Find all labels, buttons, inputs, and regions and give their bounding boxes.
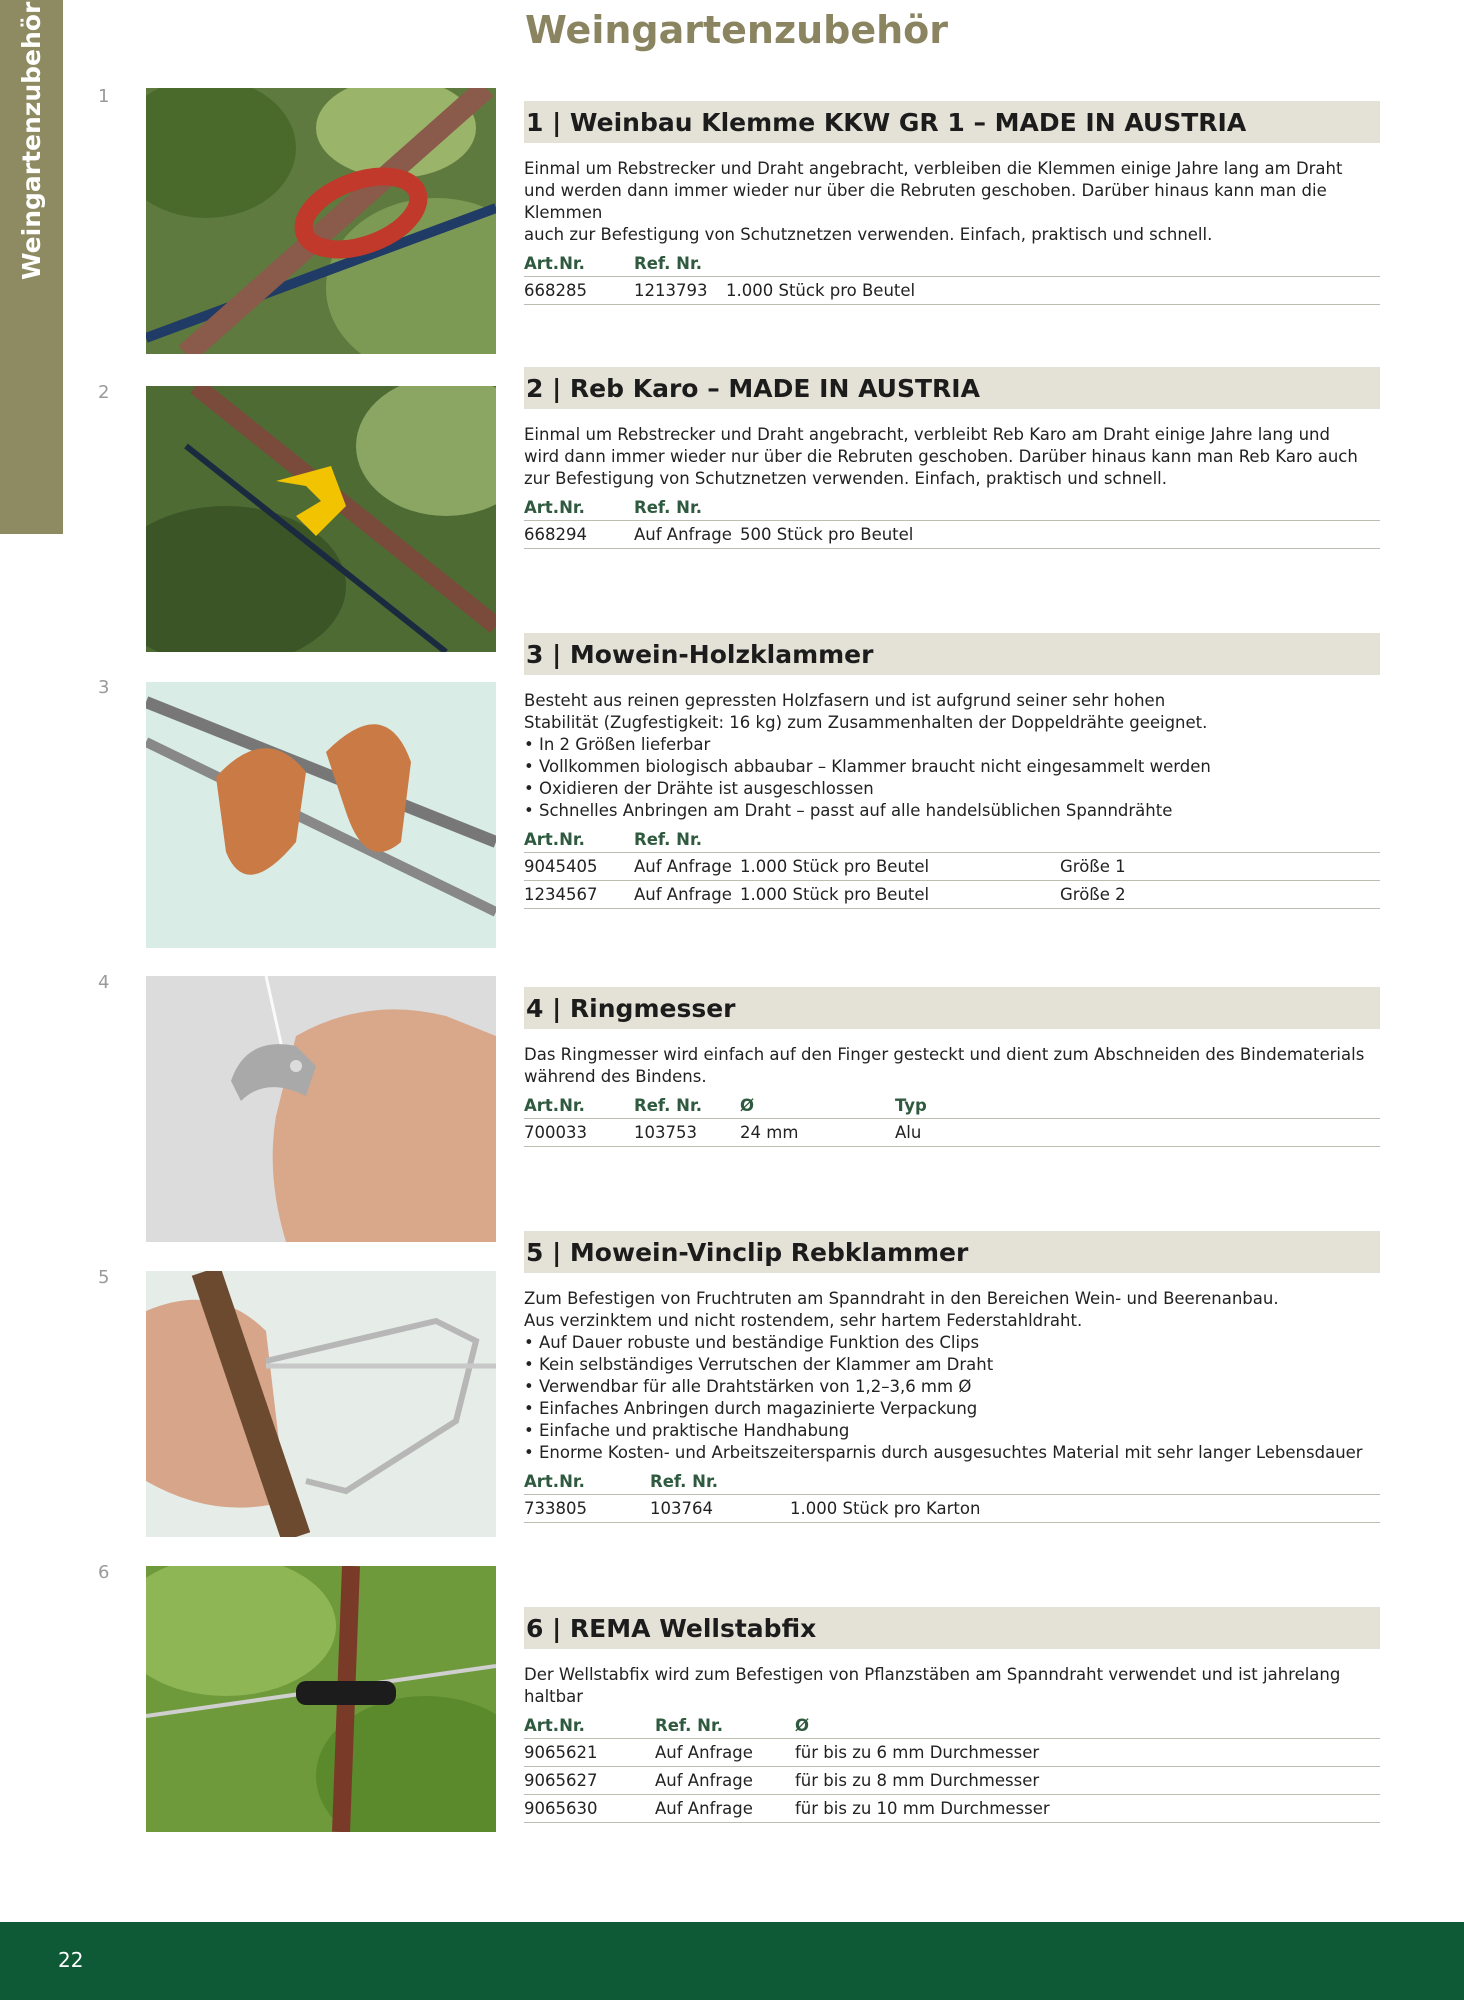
table-row (524, 1119, 1380, 1147)
table-row (524, 1739, 1380, 1767)
table-row (524, 853, 1380, 881)
product-title: 6 | REMA Wellstabfix (524, 1607, 1380, 1649)
product-photo-holzklammer (146, 682, 496, 948)
table-row (524, 1495, 1380, 1523)
description-line: zur Befestigung von Schutznetzen verwenden. Einfach, praktisch und schnell. (524, 469, 1167, 488)
page-title: Weingartenzubehör (525, 8, 949, 52)
product-reb-karo (524, 367, 1380, 549)
cell: 24 mm (740, 1119, 895, 1147)
cell: 1.000 Stück pro Karton (790, 1495, 1100, 1523)
cell: 1213793 (634, 277, 726, 305)
col-refnr-header: Ref. Nr. (634, 1094, 740, 1119)
cell: Auf Anfrage (655, 1795, 795, 1823)
cell: 700033 (524, 1119, 634, 1147)
col-refnr-header: Ref. Nr. (634, 828, 740, 853)
product-title: 3 | Mowein-Holzklammer (524, 633, 1380, 675)
cell (1220, 1795, 1380, 1823)
description-line: Das Ringmesser wird einfach auf den Finger gesteckt und dient zum Abschneiden des Bindematerials (524, 1045, 1365, 1064)
cell: Auf Anfrage (634, 853, 740, 881)
footer-bar (0, 1922, 1464, 2000)
cell (1060, 277, 1380, 305)
feature-item: • In 2 Größen lieferbar (524, 734, 1380, 756)
spec-table (524, 252, 1380, 305)
cell: 9065621 (524, 1739, 655, 1767)
product-description (524, 690, 1380, 822)
table-row (524, 881, 1380, 909)
col-diameter-header: Ø (795, 1714, 1220, 1739)
cell (1060, 521, 1380, 549)
cell: 9065630 (524, 1795, 655, 1823)
description-line: auch zur Befestigung von Schutznetzen verwenden. Einfach, praktisch und schnell. (524, 225, 1213, 244)
description-line: Einmal um Rebstrecker und Draht angebracht, verbleiben die Klemmen einige Jahre lang am Draht (524, 159, 1343, 178)
feature-item: • Einfache und praktische Handhabung (524, 1420, 1380, 1442)
col-refnr-header: Ref. Nr. (634, 496, 740, 521)
product-description (524, 1288, 1380, 1464)
product-title: 1 | Weinbau Klemme KKW GR 1 – MADE IN AUSTRIA (524, 101, 1380, 143)
col-refnr-header: Ref. Nr. (650, 1470, 790, 1495)
product-description (524, 1044, 1380, 1088)
table-row (524, 1767, 1380, 1795)
cell: 668294 (524, 521, 634, 549)
cell: für bis zu 6 mm Durchmesser (795, 1739, 1220, 1767)
description-line: während des Bindens. (524, 1067, 707, 1086)
feature-item: • Enorme Kosten- und Arbeitszeitersparnis durch ausgesuchtes Material mit sehr langer Lebensdauer (524, 1442, 1380, 1464)
spec-header-row (524, 496, 1380, 521)
cell: Auf Anfrage (634, 521, 740, 549)
cell: für bis zu 10 mm Durchmesser (795, 1795, 1220, 1823)
table-row (524, 1795, 1380, 1823)
feature-item: • Kein selbständiges Verrutschen der Klammer am Draht (524, 1354, 1380, 1376)
feature-item: • Schnelles Anbringen am Draht – passt auf alle handelsüblichen Spanndrähte (524, 800, 1380, 822)
product-photo-ringmesser (146, 976, 496, 1242)
col-refnr-header: Ref. Nr. (655, 1714, 795, 1739)
product-photo-wellstabfix (146, 1566, 496, 1832)
feature-item: • Vollkommen biologisch abbaubar – Klammer braucht nicht eingesammelt werden (524, 756, 1380, 778)
cell: Größe 1 (1060, 853, 1380, 881)
feature-item: • Verwendbar für alle Drahtstärken von 1,2–3,6 mm Ø (524, 1376, 1380, 1398)
col-4-header (1060, 828, 1380, 853)
col-artnr-header: Art.Nr. (524, 496, 634, 521)
spec-header-row (524, 1470, 1380, 1495)
spec-header-row (524, 1714, 1380, 1739)
description-line: Stabilität (Zugfestigkeit: 16 kg) zum Zusammenhalten der Doppeldrähte geeignet. (524, 713, 1208, 732)
col-3-header (726, 252, 1060, 277)
feature-item: • Auf Dauer robuste und beständige Funktion des Clips (524, 1332, 1380, 1354)
col-artnr-header: Art.Nr. (524, 252, 634, 277)
col-4-header (1100, 1470, 1380, 1495)
spec-header-row (524, 1094, 1380, 1119)
cell: 1.000 Stück pro Beutel (740, 853, 1060, 881)
cell (1220, 1767, 1380, 1795)
col-type-header: Typ (895, 1094, 1380, 1119)
product-title: 5 | Mowein-Vinclip Rebklammer (524, 1231, 1380, 1273)
product-description (524, 1664, 1380, 1708)
cell: 9045405 (524, 853, 634, 881)
cell: 103764 (650, 1495, 790, 1523)
description-line: Zum Befestigen von Fruchtruten am Spanndraht in den Bereichen Wein- und Beerenanbau. (524, 1289, 1279, 1308)
section-side-tab (0, 0, 63, 534)
product-wellstabfix (524, 1607, 1380, 1823)
spec-table (524, 1470, 1380, 1523)
cell: Auf Anfrage (655, 1767, 795, 1795)
feature-item: • Einfaches Anbringen durch magazinierte Verpackung (524, 1398, 1380, 1420)
cell (1220, 1739, 1380, 1767)
feature-list (524, 1332, 1380, 1464)
col-4-header (1060, 252, 1380, 277)
product-photo-vinclip (146, 1271, 496, 1537)
col-artnr-header: Art.Nr. (524, 1714, 655, 1739)
spec-table (524, 1094, 1380, 1147)
col-3-header (790, 1470, 1100, 1495)
cell: 1.000 Stück pro Beutel (740, 881, 1060, 909)
feature-item: • Oxidieren der Drähte ist ausgeschlossen (524, 778, 1380, 800)
spec-header-row (524, 252, 1380, 277)
cell: 103753 (634, 1119, 740, 1147)
col-3-header (740, 828, 1060, 853)
col-artnr-header: Art.Nr. (524, 1470, 650, 1495)
page-number: 22 (58, 1948, 84, 1972)
cell: 733805 (524, 1495, 650, 1523)
feature-list (524, 734, 1380, 822)
cell (1100, 1495, 1380, 1523)
cell: Größe 2 (1060, 881, 1380, 909)
product-klemme (524, 101, 1380, 305)
cell: Auf Anfrage (634, 881, 740, 909)
description-line: Einmal um Rebstrecker und Draht angebracht, verbleibt Reb Karo am Draht einige Jahre lang und (524, 425, 1330, 444)
product-description (524, 424, 1380, 490)
col-artnr-header: Art.Nr. (524, 828, 634, 853)
product-photo-klemme (146, 88, 496, 354)
product-ringmesser (524, 987, 1380, 1147)
product-description (524, 158, 1380, 246)
cell: 1234567 (524, 881, 634, 909)
cell: Alu (895, 1119, 1380, 1147)
col-refnr-header: Ref. Nr. (634, 252, 726, 277)
description-line: wird dann immer wieder nur über die Rebruten geschoben. Darüber hinaus kann man Reb Karo auch (524, 447, 1358, 466)
col-artnr-header: Art.Nr. (524, 1094, 634, 1119)
col-4-header (1220, 1714, 1380, 1739)
product-title: 2 | Reb Karo – MADE IN AUSTRIA (524, 367, 1380, 409)
description-line: Besteht aus reinen gepressten Holzfasern und ist aufgrund seiner sehr hohen (524, 691, 1166, 710)
col-3-header (740, 496, 1060, 521)
cell: 668285 (524, 277, 634, 305)
description-line: Der Wellstabfix wird zum Befestigen von Pflanzstäben am Spanndraht verwendet und ist jahrelang haltbar (524, 1665, 1341, 1706)
item-number: 6 (98, 1562, 110, 1583)
description-line: Aus verzinktem und nicht rostendem, sehr hartem Federstahldraht. (524, 1311, 1083, 1330)
cell: für bis zu 8 mm Durchmesser (795, 1767, 1220, 1795)
item-number: 3 (98, 677, 110, 698)
description-line: und werden dann immer wieder nur über die Rebruten geschoben. Darüber hinaus kann man die Klemmen (524, 181, 1327, 222)
side-tab-label: Weingartenzubehör (17, 1, 46, 280)
spec-table (524, 496, 1380, 549)
table-row (524, 277, 1380, 305)
table-row (524, 521, 1380, 549)
col-4-header (1060, 496, 1380, 521)
product-photo-reb-karo (146, 386, 496, 652)
spec-table (524, 1714, 1380, 1823)
cell: 9065627 (524, 1767, 655, 1795)
cell: 1.000 Stück pro Beutel (726, 277, 1060, 305)
item-number: 4 (98, 972, 110, 993)
product-holzklammer (524, 633, 1380, 909)
product-vinclip (524, 1231, 1380, 1523)
product-title: 4 | Ringmesser (524, 987, 1380, 1029)
cell: Auf Anfrage (655, 1739, 795, 1767)
item-number: 5 (98, 1267, 110, 1288)
item-number: 1 (98, 86, 110, 107)
cell: 500 Stück pro Beutel (740, 521, 1060, 549)
item-number: 2 (98, 382, 110, 403)
spec-header-row (524, 828, 1380, 853)
spec-table (524, 828, 1380, 909)
col-diameter-header: Ø (740, 1094, 895, 1119)
